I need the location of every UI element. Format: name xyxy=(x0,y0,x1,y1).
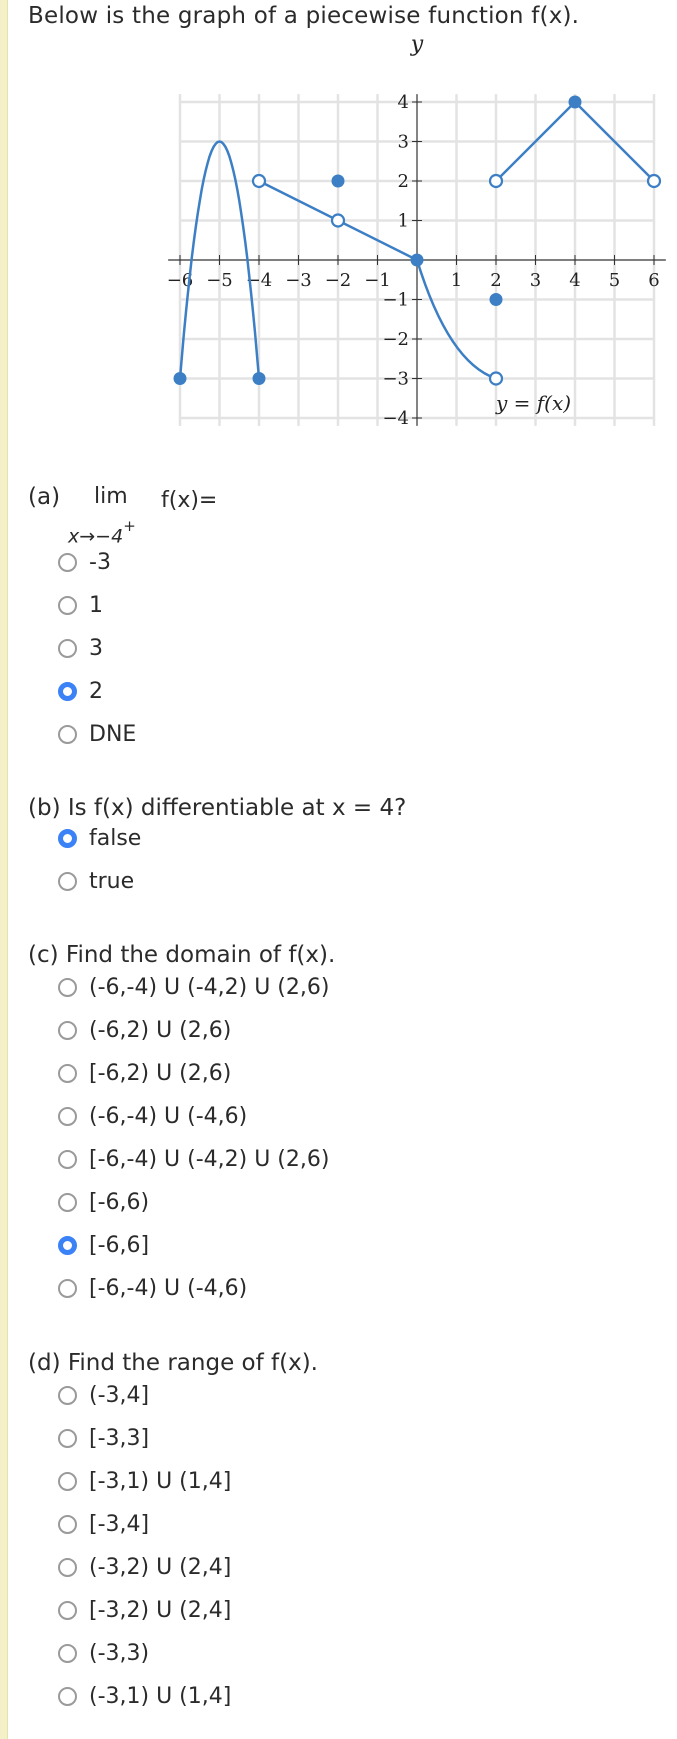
limit-approach: x→−4 xyxy=(68,525,124,548)
radio-button[interactable] xyxy=(58,1558,77,1577)
option-label: (-3,2) U (2,4] xyxy=(89,1555,232,1580)
part-a-label: (a) xyxy=(28,484,61,510)
part-a-options xyxy=(58,541,136,756)
intro-text: Below is the graph of a piecewise function f(x). xyxy=(28,3,580,29)
radio-button[interactable] xyxy=(58,682,77,701)
limit-side: + xyxy=(123,517,136,535)
part-d-option-6[interactable] xyxy=(58,1589,231,1632)
option-label: [-6,6) xyxy=(89,1190,150,1215)
option-label: 1 xyxy=(89,593,103,618)
x-tick-label: 4 xyxy=(569,270,581,291)
part-d-option-2[interactable] xyxy=(58,1417,231,1460)
option-label: [-3,2) U (2,4] xyxy=(89,1598,232,1623)
radio-button[interactable] xyxy=(58,872,77,891)
y-tick-label: −2 xyxy=(382,329,409,350)
radio-button[interactable] xyxy=(58,725,77,744)
part-d-option-7[interactable] xyxy=(58,1632,231,1675)
option-label: [-6,2) U (2,6) xyxy=(89,1061,232,1086)
filled-point xyxy=(332,175,345,188)
y-tick-label: −1 xyxy=(382,289,409,311)
radio-button[interactable] xyxy=(58,1107,77,1126)
option-label: 2 xyxy=(89,679,103,704)
y-tick-label: 2 xyxy=(397,171,409,192)
part-d-option-1[interactable] xyxy=(58,1374,231,1417)
part-d-option-5[interactable] xyxy=(58,1546,231,1589)
option-label: (-6,-4) U (-4,6) xyxy=(89,1104,248,1129)
y-axis-label: y xyxy=(410,34,424,57)
radio-button[interactable] xyxy=(58,1601,77,1620)
part-a-option-2[interactable] xyxy=(58,584,136,627)
option-label: true xyxy=(89,869,135,894)
x-tick-label: 1 xyxy=(450,270,463,291)
part-c-option-8[interactable] xyxy=(58,1267,329,1310)
radio-button[interactable] xyxy=(58,1515,77,1534)
radio-button[interactable] xyxy=(58,829,77,848)
part-a-option-4[interactable] xyxy=(58,670,136,713)
open-point xyxy=(253,175,265,187)
function-graph xyxy=(160,34,677,454)
option-label: [-3,4] xyxy=(89,1512,150,1537)
option-label: (-3,3) xyxy=(89,1641,150,1666)
radio-button[interactable] xyxy=(58,1236,77,1255)
radio-button[interactable] xyxy=(58,1064,77,1083)
part-a-question xyxy=(28,484,218,548)
part-d-option-8[interactable] xyxy=(58,1675,231,1718)
radio-button[interactable] xyxy=(58,1687,77,1706)
radio-button[interactable] xyxy=(58,1429,77,1448)
part-b-option-1[interactable] xyxy=(58,817,141,860)
part-a-option-3[interactable] xyxy=(58,627,136,670)
option-label: (-3,4] xyxy=(89,1383,150,1408)
option-label: [-6,6] xyxy=(89,1233,150,1258)
x-tick-label: −4 xyxy=(245,270,273,291)
x-tick-label: −2 xyxy=(324,270,352,291)
filled-point xyxy=(490,293,503,306)
part-b-label: (b) Is f(x) differentiable at x = 4? xyxy=(28,795,407,821)
open-point xyxy=(490,175,502,187)
radio-button[interactable] xyxy=(58,596,77,615)
x-tick-label: −5 xyxy=(206,270,233,291)
radio-button[interactable] xyxy=(58,1644,77,1663)
filled-point xyxy=(569,96,582,109)
y-tick-label: 1 xyxy=(397,210,409,232)
part-c-option-6[interactable] xyxy=(58,1181,329,1224)
open-point xyxy=(648,175,660,187)
x-tick-label: 5 xyxy=(608,270,621,291)
option-label: DNE xyxy=(89,722,137,747)
open-point xyxy=(490,373,502,385)
option-label: false xyxy=(89,826,142,851)
part-d-option-3[interactable] xyxy=(58,1460,231,1503)
filled-point xyxy=(253,372,266,385)
part-c-option-3[interactable] xyxy=(58,1052,329,1095)
radio-button[interactable] xyxy=(58,639,77,658)
part-d-options xyxy=(58,1374,231,1718)
filled-point xyxy=(411,254,424,267)
part-b-option-2[interactable] xyxy=(58,860,141,903)
radio-button[interactable] xyxy=(58,1021,77,1040)
part-d-option-4[interactable] xyxy=(58,1503,231,1546)
part-c-options xyxy=(58,966,329,1310)
limit-expression: f(x)= xyxy=(161,488,218,513)
option-label: -3 xyxy=(89,550,111,575)
radio-button[interactable] xyxy=(58,978,77,997)
open-point xyxy=(332,215,344,227)
part-c-option-1[interactable] xyxy=(58,966,329,1009)
x-tick-label: 3 xyxy=(529,270,542,291)
limit-word: lim xyxy=(94,484,128,509)
option-label: [-6,-4) U (-4,2) U (2,6) xyxy=(89,1147,330,1172)
radio-button[interactable] xyxy=(58,553,77,572)
part-c-option-2[interactable] xyxy=(58,1009,329,1052)
curve-label: y = f(x) xyxy=(496,391,572,416)
option-label: [-3,3] xyxy=(89,1426,150,1451)
option-label: (-3,1) U (1,4] xyxy=(89,1684,232,1709)
option-label: [-3,1) U (1,4] xyxy=(89,1469,232,1494)
part-c-option-7[interactable] xyxy=(58,1224,329,1267)
radio-button[interactable] xyxy=(58,1472,77,1491)
x-tick-label: −6 xyxy=(166,270,194,291)
part-b-options xyxy=(58,817,141,903)
filled-point xyxy=(174,372,187,385)
option-label: (-6,2) U (2,6) xyxy=(89,1018,232,1043)
left-margin-bar xyxy=(0,0,8,1739)
x-tick-label: 6 xyxy=(648,270,660,291)
part-a-option-5[interactable] xyxy=(58,713,136,756)
option-label: 3 xyxy=(89,636,103,661)
x-tick-label: −3 xyxy=(285,270,312,291)
part-a-option-1[interactable] xyxy=(58,541,136,584)
radio-button[interactable] xyxy=(58,1279,77,1298)
radio-button[interactable] xyxy=(58,1386,77,1405)
part-c-option-5[interactable] xyxy=(58,1138,329,1181)
part-d-label: (d) Find the range of f(x). xyxy=(28,1350,318,1376)
radio-button[interactable] xyxy=(58,1193,77,1212)
x-tick-label: −1 xyxy=(364,270,391,291)
radio-button[interactable] xyxy=(58,1150,77,1169)
part-c-label: (c) Find the domain of f(x). xyxy=(28,942,336,968)
y-tick-label: −4 xyxy=(382,408,409,429)
y-tick-label: −3 xyxy=(382,368,409,390)
y-tick-label: 4 xyxy=(397,92,409,113)
part-c-option-4[interactable] xyxy=(58,1095,329,1138)
option-label: [-6,-4) U (-4,6) xyxy=(89,1276,248,1301)
option-label: (-6,-4) U (-4,2) U (2,6) xyxy=(89,975,330,1000)
x-tick-label: 2 xyxy=(490,270,502,291)
y-tick-label: 3 xyxy=(397,131,409,153)
